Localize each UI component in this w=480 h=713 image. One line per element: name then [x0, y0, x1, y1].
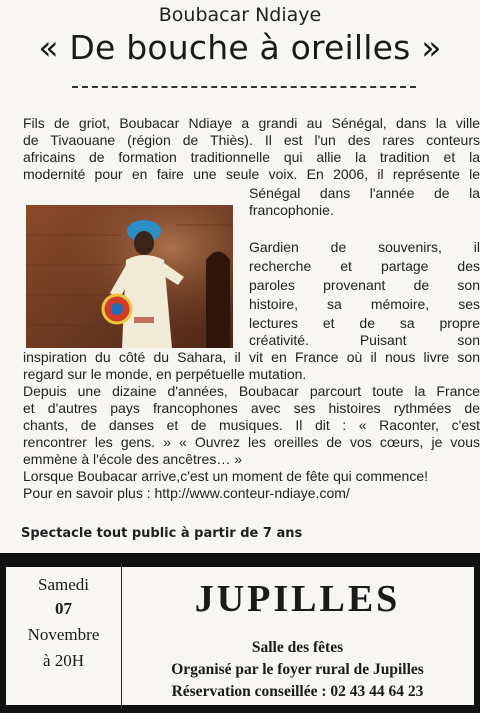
article-line: rencontrer les gens. » « Ouvrez les oreilles de vos cœurs, je vous — [23, 435, 480, 450]
article-line: inspiration du côté du Sahara, il vit en France où il nous livre son — [23, 350, 480, 365]
article-line: modernité pour en faire une seule voix. En 2006, il représente le — [23, 167, 480, 182]
article-line: recherche et partage des — [249, 259, 480, 274]
audience-note: Spectacle tout public à partir de 7 ans — [21, 526, 303, 541]
author-name: Boubacar Ndiaye — [158, 4, 322, 26]
storyteller-photo — [26, 205, 233, 348]
article-line: et d'autres pays francophones avec ses histoires rythmées de — [23, 401, 480, 416]
article-line: paroles provenant de son — [249, 278, 480, 293]
event-date-number: 07 — [55, 599, 72, 618]
event-reservation: Réservation conseillée : 02 43 44 64 23 — [171, 683, 424, 700]
event-organizer: Organisé par le foyer rural de Jupilles — [171, 661, 424, 678]
event-date — [6, 567, 122, 705]
article-line: francophonie. — [249, 203, 334, 218]
event-info-box — [0, 553, 480, 713]
article-line: Pour en savoir plus : http://www.conteur-ndiaye.com/ — [23, 486, 350, 501]
event-town: JUPILLES — [194, 578, 401, 620]
article-line: de Tivaouane (région de Thiès). Il est l'un des rares conteurs — [23, 133, 480, 148]
article-line: histoire, sa mémoire, ses — [249, 297, 480, 312]
page-title: « De bouche à oreilles » — [38, 28, 442, 67]
event-day: Samedi — [38, 575, 89, 594]
article-line: chants, de danses et de musiques. Il dit : « Raconter, c'est — [23, 418, 480, 433]
article-line: Sénégal dans l'année de la — [249, 186, 480, 201]
article-line: Gardien de souvenirs, il — [249, 240, 480, 255]
event-info-panel — [6, 567, 474, 705]
article-line: africains de formation traditionnelle qui allie la tradition et la — [23, 150, 480, 165]
article-line: regard sur le monde, en perpétuelle mutation. — [23, 367, 307, 382]
article-line: Fils de griot, Boubacar Ndiaye a grandi au Sénégal, dans la ville — [23, 116, 480, 131]
article-line: Depuis une dizaine d'années, Boubacar parcourt toute la France — [23, 384, 480, 399]
event-time: à 20H — [42, 651, 85, 670]
event-hall: Salle des fêtes — [251, 639, 344, 656]
article-line: emmène à l'école des ancêtres… » — [23, 452, 243, 467]
article-line: Lorsque Boubacar arrive,c'est un moment de fête qui commence! — [23, 469, 428, 484]
article-line: lectures et de sa propre — [249, 316, 480, 331]
event-month: Novembre — [27, 625, 100, 644]
article-line: créativité. Puisant son — [249, 333, 480, 348]
event-venue — [121, 567, 474, 705]
